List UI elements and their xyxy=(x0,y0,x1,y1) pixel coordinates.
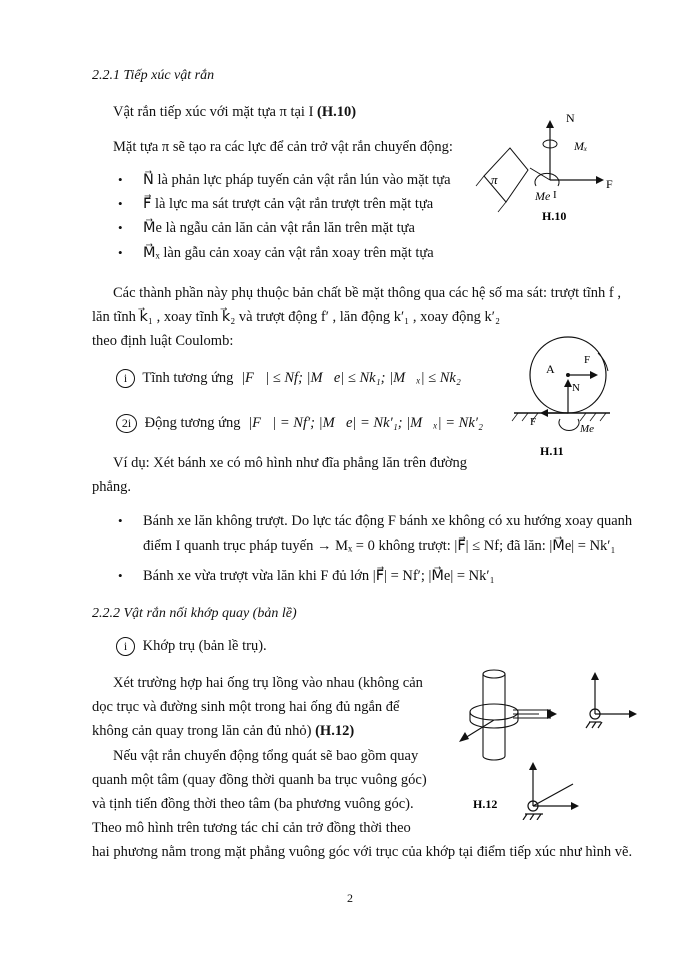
example-line-2: phẳng. xyxy=(92,479,132,495)
figure-h12 xyxy=(455,660,655,820)
section-heading-2-2-2: 2.2.2 Vật rắn nối khớp quay (bản lề) xyxy=(92,606,297,621)
a-label: A xyxy=(546,362,555,376)
bullet-spin-couple: M⃗ₓ làn gẫu cản xoay cản vật rắn xoay trên mặt tựa xyxy=(143,245,434,261)
n-label: N xyxy=(566,111,575,125)
hinge-para-1-line-3: không cản quay trong lăn cản đủ nhỏ) (H.12) xyxy=(92,723,355,739)
coefficients-line-1: Các thành phần này phụ thuộc bản chất bề mặt thông qua các hệ số ma sát: trượt tĩnh f , xyxy=(113,285,621,301)
page-number: 2 xyxy=(347,891,353,905)
example-bullet-1-line-1: Bánh xe lăn không trượt. Do lực tác động F bánh xe không có xu hướng xoay quanh xyxy=(143,513,633,529)
example-line-1: Ví dụ: Xét bánh xe có mô hình như đĩa phẳng lăn trên đường xyxy=(113,455,467,471)
hinge-support-symbol xyxy=(523,768,573,820)
hinge-para-2-line-2: quanh một tâm (quay đồng thời quanh ba trục vuông góc) xyxy=(92,772,427,788)
section-heading-2-2-1: 2.2.1 Tiếp xúc vật rắn xyxy=(92,68,215,83)
hinge-para-1-line-2: dọc trục và đường sinh một trong hai ống đủ ngắn để xyxy=(92,699,400,715)
bullet-dot: • xyxy=(118,245,123,260)
hinge-para-2-line-3: và tịnh tiến đồng thời theo tâm (ba phương vuông góc). xyxy=(92,796,414,812)
caption-h12: H.12 xyxy=(473,797,498,811)
planar-joint-symbol xyxy=(586,678,631,728)
case-kinetic: 2i Động tương ứng |F⃗| = Nf′; |M⃗e| = Nk′₁; |M⃗ₓ| = Nk′₂ xyxy=(116,413,483,433)
hinge-item: i Khớp trụ (bản lề trụ). xyxy=(116,636,267,656)
example-bullet-1-line-2: điểm I quanh trục pháp tuyến → Mₓ = 0 không trượt: |F⃗| ≤ Nf; đã lăn: |M⃗e| = Nk′₁ xyxy=(143,538,616,554)
caption-h11: H.11 xyxy=(540,444,564,458)
cylindrical-joint xyxy=(465,670,551,760)
figure-h11 xyxy=(510,335,620,460)
hinge-para-2-line-1: Nếu vật rắn chuyển động tổng quát sẽ bao gồm quay xyxy=(113,748,419,764)
bullet-dot: • xyxy=(118,568,123,583)
f-label: F xyxy=(606,177,613,191)
bullet-dot: • xyxy=(118,220,123,235)
figure-h10 xyxy=(470,108,630,238)
case-static: i Tĩnh tương ứng |F⃗| ≤ Nf; |M⃗e| ≤ Nk₁; |M⃗ₓ| ≤ Nk₂ xyxy=(116,368,461,388)
example-bullet-2: Bánh xe vừa trượt vừa lăn khi F đủ lớn |F⃗| = Nf′; |M⃗e| = Nk′₁ xyxy=(143,568,495,584)
ground-hatch xyxy=(512,413,606,421)
coefficients-line-2: lăn tĩnh k⃗₁ , xoay tĩnh k⃗₂ và trượt động f′ , lăn động k′₁ , xoay động k′₂ xyxy=(92,309,500,325)
me-label: Me xyxy=(580,423,595,435)
hinge-para-1-line-1: Xét trường hợp hai ống trụ lồng vào nhau (không cản xyxy=(113,675,423,691)
bullet-rolling-couple: M⃗e là ngẫu cản lăn cản vật rắn lăn trên mặt tựa xyxy=(143,220,415,236)
intro-line-2: Mặt tựa π sẽ tạo ra các lực để cản trở vật rắn chuyển động: xyxy=(113,139,453,155)
me-label: Me xyxy=(535,189,551,203)
f-top-label: F xyxy=(584,354,591,366)
bullet-dot: • xyxy=(118,196,123,211)
intro-line-1: Vật rắn tiếp xúc với mặt tựa π tại I (H.10) xyxy=(113,104,357,120)
bullet-friction-force: F⃗ là lực ma sát trượt cản vật rắn trượt trên mặt tựa xyxy=(143,196,434,212)
bullet-dot: • xyxy=(118,172,123,187)
caption-h10: H.10 xyxy=(542,209,567,223)
n-label: N xyxy=(572,382,580,394)
pi-label: π xyxy=(491,172,498,187)
rolling-couple-icon xyxy=(559,419,579,430)
i-label: I xyxy=(553,189,557,201)
mx-label: Mₓ xyxy=(574,139,588,153)
f-bottom-label: F xyxy=(530,416,537,428)
hinge-para-2-line-4: Theo mô hình trên tương tác chỉ cản trở đồng thời theo xyxy=(92,820,411,836)
rotation-arrow-icon xyxy=(598,353,608,371)
bullet-normal-force: N⃗ là phản lực pháp tuyến cản vật rắn lún vào mặt tựa xyxy=(143,172,451,188)
support-plane-pi xyxy=(476,148,528,212)
bullet-dot: • xyxy=(118,513,123,528)
hinge-para-2-line-5: hai phương nằm trong mặt phẳng vuông góc với trục của khớp tại điểm tiếp xúc như hình vẽ. xyxy=(92,844,633,860)
coefficients-line-3: theo định luật Coulomb: xyxy=(92,333,234,349)
